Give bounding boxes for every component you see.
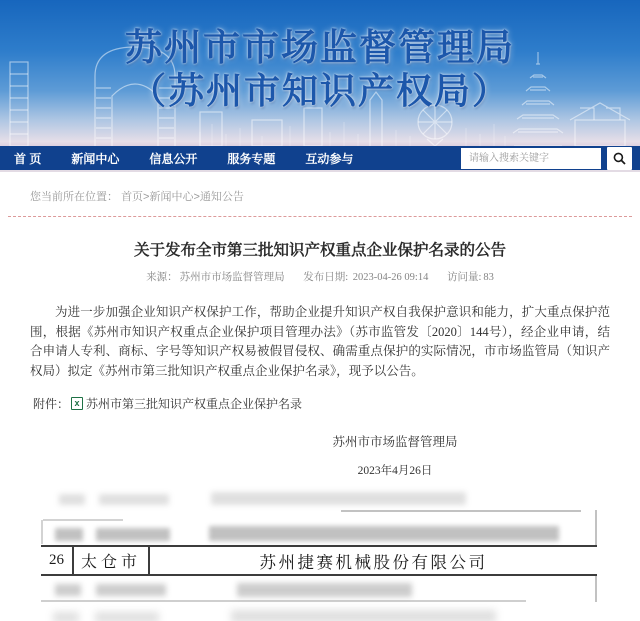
blurred-text-block xyxy=(96,528,170,541)
site-title-line2: （苏州市知识产权局） xyxy=(129,69,510,111)
row-city-cell: 太仓市 xyxy=(74,547,150,574)
search-button[interactable] xyxy=(607,147,632,170)
breadcrumb-prefix: 您当前所在位置： xyxy=(30,191,118,203)
blurred-text-block xyxy=(53,612,79,621)
breadcrumb xyxy=(0,172,640,216)
blurred-text-block xyxy=(55,584,81,596)
article-body: 为进一步加强企业知识产权保护工作，帮助企业提升知识产权自我保护意识和能力，扩大重点保护范围，根据《苏州市知识产权重点企业保护项目管理办法》（苏市监管发〔2020〕144号），经企业申请，结合申请人专利、商标、字号等知识产权易被假冒侵权、确需重点保护的实际情况，市市场监管局（知识产权局）拟定《苏州市第三批知识产权重点企业保护名录》，现予以公告。 xyxy=(30,305,610,378)
blurred-text-block xyxy=(95,612,159,621)
nav-item-service-topics[interactable]: 服务专题 xyxy=(227,151,276,166)
blurred-text-block xyxy=(99,494,169,505)
blurred-text-block xyxy=(209,526,559,541)
row-company-cell: 苏州捷赛机械股份有限公司 xyxy=(259,552,488,572)
site-title-line1: 苏州市市场监督管理局 xyxy=(125,27,515,68)
search-input[interactable] xyxy=(461,148,601,169)
nav-item-news[interactable]: 新闻中心 xyxy=(71,151,120,166)
nav-item-info-disclosure[interactable]: 信息公开 xyxy=(149,151,198,166)
blurred-text-block xyxy=(55,528,83,541)
meta-views-label: 访问量: xyxy=(446,272,482,283)
breadcrumb-divider xyxy=(8,216,632,217)
meta-date-label: 发布日期: xyxy=(303,272,349,283)
blurred-text-block xyxy=(211,492,466,505)
breadcrumb-path[interactable]: 首页>新闻中心>通知公告 xyxy=(121,191,244,203)
blurred-text-block xyxy=(96,584,166,596)
meta-source-label: 来源： xyxy=(146,272,178,283)
blurred-text-block xyxy=(231,610,496,621)
table-row xyxy=(41,545,597,576)
signature-date: 2023年4月26日 xyxy=(357,465,433,477)
blurred-text-block xyxy=(59,494,85,505)
nav-item-home[interactable]: 首 页 xyxy=(14,151,42,166)
signature-block xyxy=(300,432,490,478)
signature-org: 苏州市市场监督管理局 xyxy=(332,435,458,449)
table-grid-line xyxy=(41,600,526,602)
row-number-cell: 26 xyxy=(41,547,74,574)
excel-file-icon: x xyxy=(71,397,83,410)
site-banner xyxy=(0,0,640,146)
search-area xyxy=(461,147,632,170)
attachment-link[interactable]: 苏州市第三批知识产权重点企业保护名录 xyxy=(86,397,303,411)
table-grid-line xyxy=(43,519,123,521)
article-meta xyxy=(0,269,640,284)
main-nav xyxy=(0,146,640,172)
attachment-row xyxy=(33,395,640,412)
meta-source: 苏州市市场监督管理局 xyxy=(179,272,285,283)
attachment-label: 附件： xyxy=(33,397,70,411)
blurred-text-block xyxy=(237,583,412,597)
table-grid-line xyxy=(341,510,581,512)
meta-date: 2023-04-26 09:14 xyxy=(352,272,429,283)
meta-views: 83 xyxy=(483,272,494,283)
protected-companies-table-snippet xyxy=(41,490,597,621)
nav-item-interaction[interactable]: 互动参与 xyxy=(305,151,354,166)
search-icon xyxy=(613,152,626,165)
page-title: 关于发布全市第三批知识产权重点企业保护名录的公告 xyxy=(133,242,506,259)
site-title xyxy=(0,28,640,111)
table-border-left xyxy=(41,520,43,544)
